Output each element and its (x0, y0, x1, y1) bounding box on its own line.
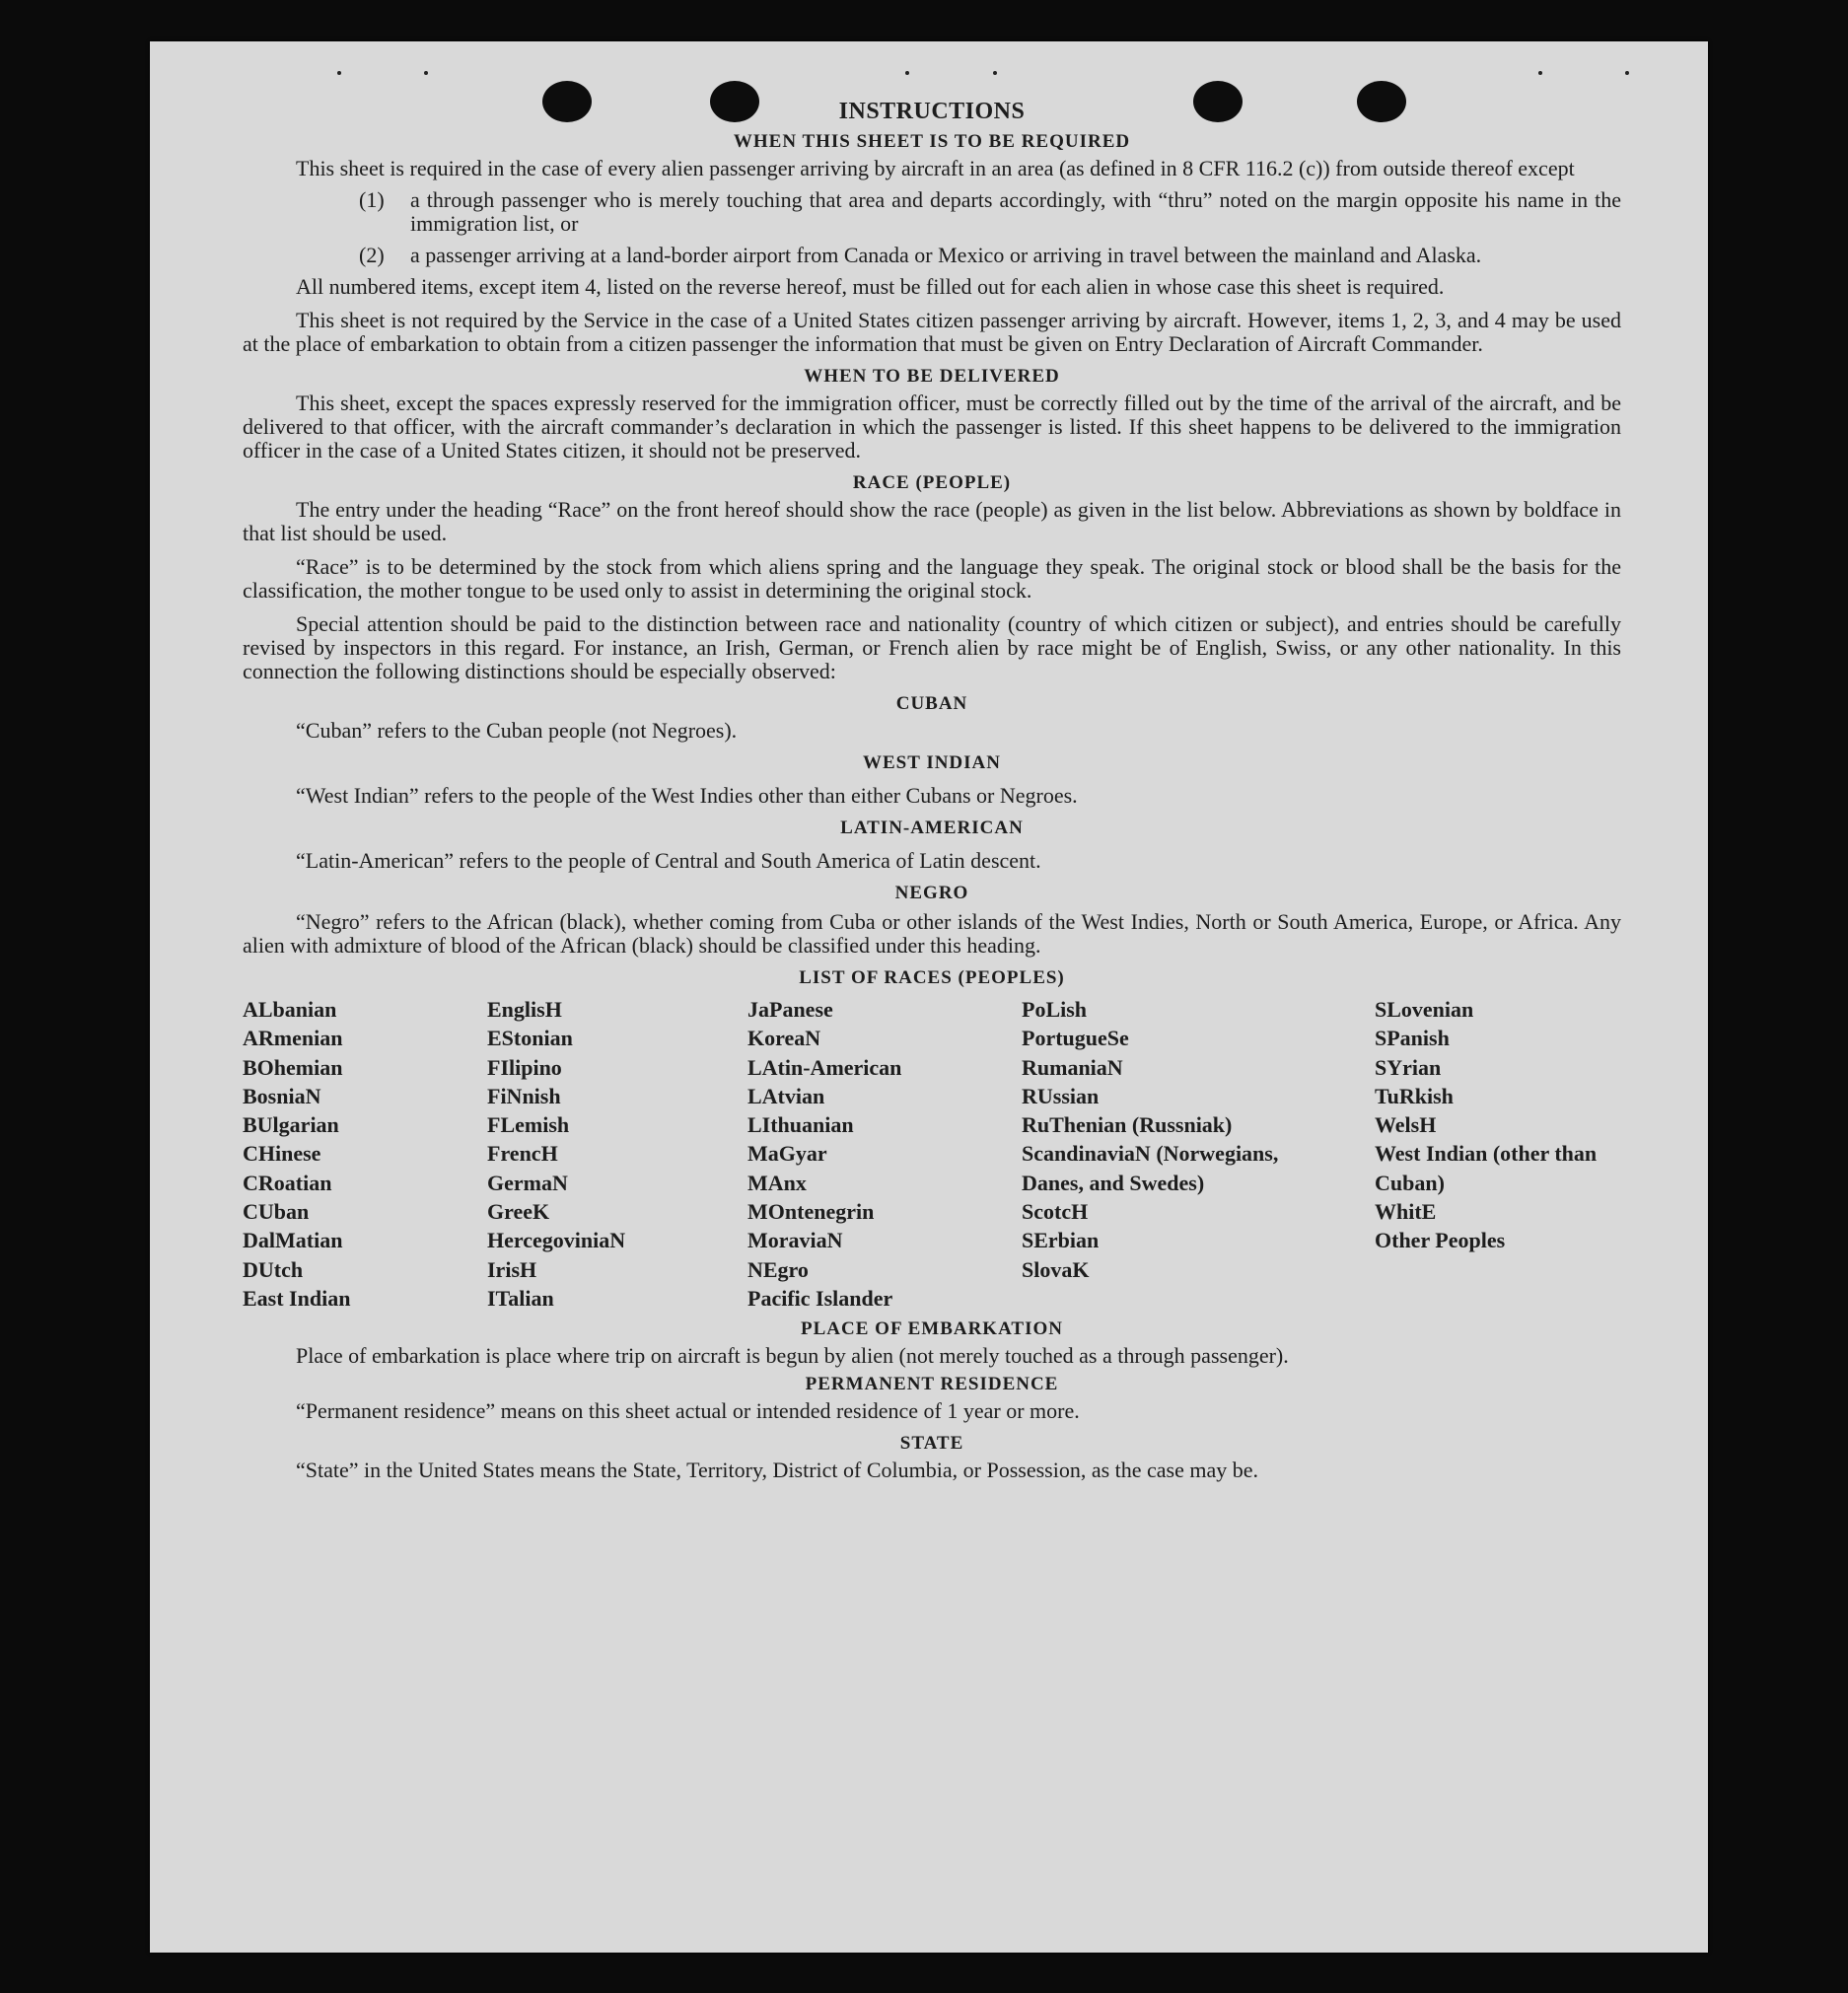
race-entry: HercegoviniaN (487, 1228, 626, 1253)
race-entry: SLovenian (1375, 997, 1474, 1022)
race-entry: RuThenian (Russniak) (1022, 1112, 1233, 1138)
heading-west-indian: WEST INDIAN (863, 752, 1001, 773)
paragraph: “Latin-American” refers to the people of Central and South America of Latin descent. (296, 848, 1041, 873)
paragraph: This sheet is required in the case of every alien passenger arriving by aircraft in an area (as defined in 8 CFR 116.2 (c)) from outside thereof except (296, 156, 1575, 180)
paragraph: “Cuban” refers to the Cuban people (not Negroes). (296, 718, 738, 743)
paragraph: “West Indian” refers to the people of the West Indies other than either Cubans or Negroes. (296, 783, 1078, 808)
race-entry: BUlgarian (243, 1112, 339, 1138)
paragraph: “Permanent residence” means on this sheet actual or intended residence of 1 year or more. (296, 1398, 1080, 1424)
heading-when-required: WHEN THIS SHEET IS TO BE REQUIRED (733, 131, 1131, 152)
race-entry: PortugueSe (1022, 1026, 1129, 1051)
paragraph: Place of embarkation is place where trip on aircraft is begun by alien (not merely touched as a through passenger). (296, 1343, 1289, 1369)
item-number: (1) (359, 187, 385, 212)
list-item (359, 244, 1621, 267)
heading-cuban: CUBAN (895, 693, 968, 714)
race-entry: BosniaN (243, 1083, 321, 1108)
race-entry: LIthuanian (747, 1112, 854, 1138)
race-entry: East Indian (243, 1285, 351, 1311)
race-entry: FLemish (487, 1112, 570, 1138)
heading-permanent-residence: PERMANENT RESIDENCE (805, 1374, 1059, 1395)
race-entry: DalMatian (243, 1228, 343, 1253)
race-entry: WelsH (1375, 1112, 1437, 1138)
paragraph: “Negro” refers to the African (black), whether coming from Cuba or other islands of the West Indies, North or South America, Europe, or Africa. Any alien with admixture of blood of the African (black) should be classified under this heading. (243, 909, 1621, 958)
race-entry: DUtch (243, 1256, 304, 1282)
race-entry: KoreaN (747, 1026, 821, 1051)
document-page (150, 41, 1708, 1953)
race-entry: FrencH (487, 1141, 558, 1167)
race-entry: CHinese (243, 1141, 321, 1167)
races-table (243, 995, 1621, 1313)
race-entry: EStonian (487, 1026, 573, 1051)
race-entry: Other Peoples (1375, 1228, 1506, 1253)
item-text: a through passenger who is merely touching that area and departs accordingly, with “thru” noted on the margin opposite his name in the immigration list, or (410, 187, 1621, 236)
race-entry: NEgro (747, 1256, 809, 1282)
race-entry: RumaniaN (1022, 1054, 1123, 1080)
race-entry: ARmenian (243, 1026, 343, 1051)
heading-when-delivered: WHEN TO BE DELIVERED (804, 366, 1060, 387)
race-entry: GermaN (487, 1170, 568, 1195)
races-column (243, 995, 487, 1313)
paragraph: “State” in the United States means the State, Territory, District of Columbia, or Possession, as the case may be. (296, 1458, 1259, 1483)
race-entry: SPanish (1375, 1026, 1450, 1051)
race-entry: WhitE (1375, 1199, 1437, 1225)
race-entry: PoLish (1022, 997, 1088, 1022)
race-entry: ScandinaviaN (Norwegians, Danes, and Swedes) (1022, 1141, 1279, 1195)
speck (993, 71, 997, 75)
heading-place-of-embarkation: PLACE OF EMBARKATION (801, 1318, 1063, 1340)
paragraph: This sheet is not required by the Service in the case of a United States citizen passenger arriving by aircraft. However, items 1, 2, 3, and 4 may be used at the place of embarkation to obtain from a citizen passenger the information that must be given on Entry Declaration of Aircraft Commander. (243, 308, 1621, 356)
speck (424, 71, 428, 75)
paragraph: The entry under the heading “Race” on the front hereof should show the race (people) as given in the list below. Abbreviations as shown by boldface in that list should be used. (243, 497, 1621, 545)
race-entry: CUban (243, 1199, 310, 1225)
race-entry: LAtin-American (747, 1054, 902, 1080)
race-entry: IrisH (487, 1256, 537, 1282)
race-entry: SErbian (1022, 1228, 1100, 1253)
paragraph: “Race” is to be determined by the stock from which aliens spring and the language they speak. The original stock or blood shall be the basis for the classification, the mother tongue to be used only to assist in determining the original stock. (243, 554, 1621, 603)
race-entry: ALbanian (243, 997, 337, 1022)
heading-state: STATE (899, 1433, 964, 1455)
paragraph: This sheet, except the spaces expressly reserved for the immigration officer, must be correctly filled out by the time of the arrival of the aircraft, and be delivered to that officer, with the aircraft commander’s declaration in which the passenger is listed. If this sheet happens to be delivered to the immigration officer in the case of a United States citizen, it should not be preserved. (243, 391, 1621, 463)
race-entry: TuRkish (1375, 1083, 1454, 1108)
speck (1538, 71, 1542, 75)
race-entry: CRoatian (243, 1170, 332, 1195)
race-entry: ScotcH (1022, 1199, 1089, 1225)
heading-latin-american: LATIN-AMERICAN (840, 818, 1024, 838)
race-entry: ITalian (487, 1285, 554, 1311)
races-column (747, 995, 1022, 1313)
instructions-content (243, 99, 1621, 1482)
heading-negro: NEGRO (894, 883, 969, 903)
heading-race: RACE (PEOPLE) (852, 472, 1012, 493)
speck (337, 71, 341, 75)
race-entry: FIlipino (487, 1054, 562, 1080)
heading-list-of-races: LIST OF RACES (PEOPLES) (799, 967, 1065, 988)
paragraph: All numbered items, except item 4, listed on the reverse hereof, must be filled out for each alien in whose case this sheet is required. (296, 274, 1445, 299)
races-column (1022, 995, 1375, 1313)
speck (905, 71, 909, 75)
race-entry: SYrian (1375, 1054, 1442, 1080)
item-number: (2) (359, 243, 385, 267)
race-entry: MOntenegrin (747, 1199, 875, 1225)
race-entry: RUssian (1022, 1083, 1100, 1108)
race-entry: EnglisH (487, 997, 562, 1022)
list-item (359, 188, 1621, 236)
race-entry: FiNnish (487, 1083, 561, 1108)
race-entry: BOhemian (243, 1054, 343, 1080)
race-entry: MaGyar (747, 1141, 827, 1167)
race-entry: Pacific Islander (747, 1285, 893, 1311)
page-title: INSTRUCTIONS (838, 99, 1026, 124)
paragraph: Special attention should be paid to the distinction between race and nationality (country of which citizen or subject), and entries should be carefully revised by inspectors in this regard. For instance, an Irish, German, or French alien by race might be of English, Swiss, or any other nationality. In this connection the following distinctions should be especially observed: (243, 611, 1621, 683)
races-column (487, 995, 747, 1313)
race-entry: SlovaK (1022, 1256, 1090, 1282)
race-entry: West Indian (other than Cuban) (1375, 1141, 1598, 1195)
speck (1625, 71, 1629, 75)
race-entry: MoraviaN (747, 1228, 843, 1253)
race-entry: MAnx (747, 1170, 807, 1195)
race-entry: GreeK (487, 1199, 550, 1225)
races-column (1375, 995, 1621, 1313)
race-entry: JaPanese (747, 997, 833, 1022)
race-entry: LAtvian (747, 1083, 825, 1108)
item-text: a passenger arriving at a land-border airport from Canada or Mexico or arriving in travel between the mainland and Alaska. (410, 243, 1482, 267)
